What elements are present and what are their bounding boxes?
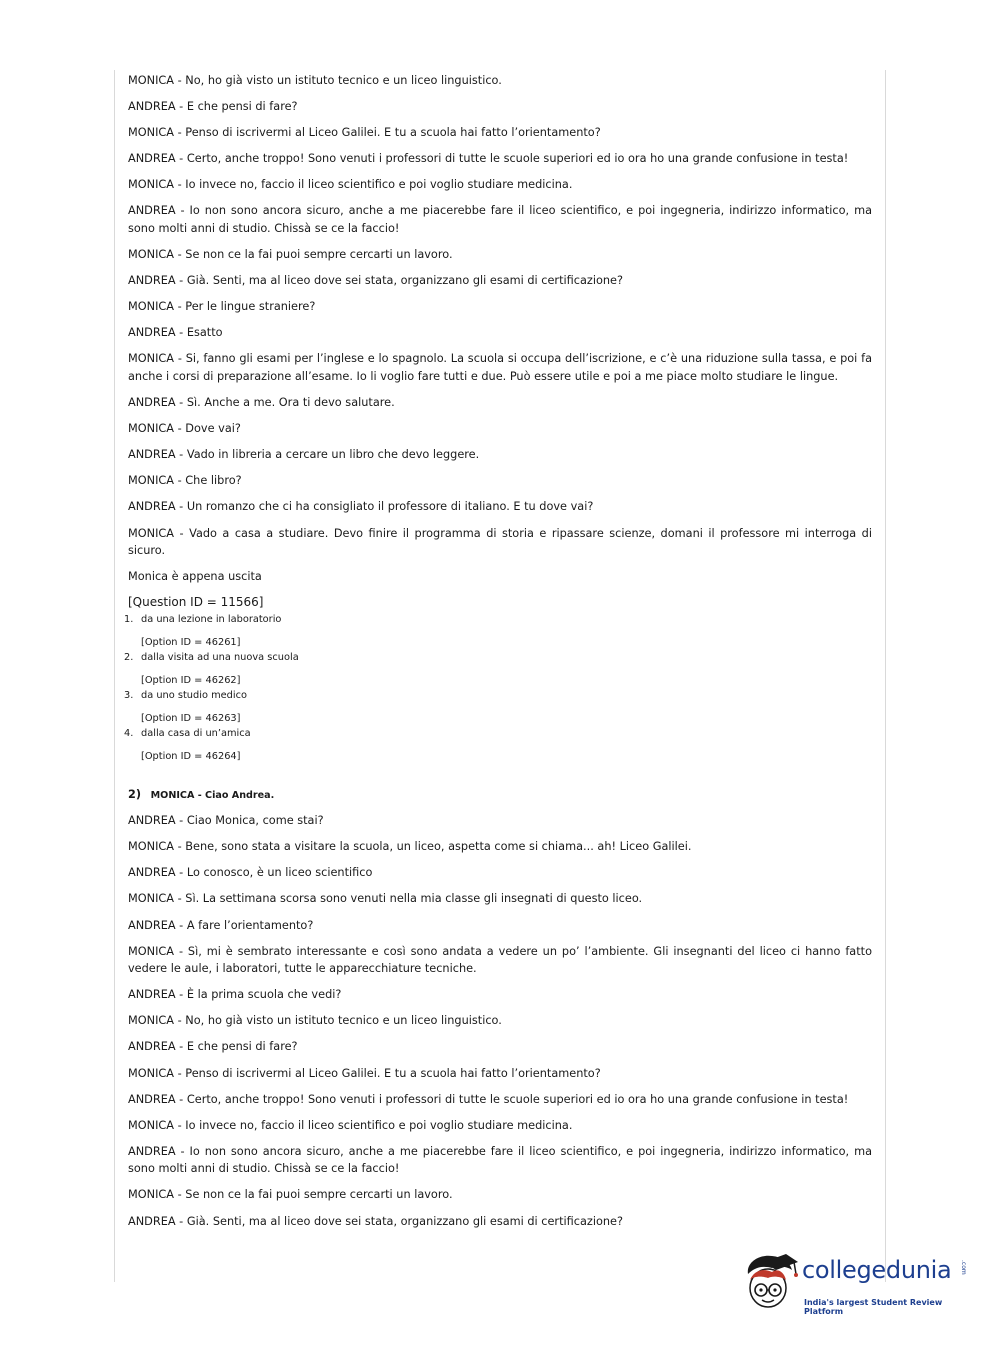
dialogue-line: MONICA - No, ho già visto un istituto tecnico e un liceo linguistico. bbox=[128, 1014, 502, 1028]
dialogue-line: MONICA - Si, fanno gli esami per l’inglese e lo spagnolo. La scuola si occupa dell’iscrizione, e c’è una riduzione sulla tassa, e poi fa anche i corsi di preparazione all’esame. Io li voglio fare tutti e due. Può essere utile e poi a me piace molto studiare le lingue. bbox=[128, 352, 872, 383]
dialogue-line: ANDREA - A fare l’orientamento? bbox=[128, 918, 314, 932]
dialogue-line: ANDREA - Io non sono ancora sicuro, anche a me piacerebbe fare il liceo scientifico, e poi ingegneria, indirizzo informatico, ma sono molti anni di studio. Chissà se ce la faccio! bbox=[128, 204, 872, 235]
option-text: da uno studio medico bbox=[141, 689, 247, 701]
option-number: 1. bbox=[124, 613, 134, 625]
option-item bbox=[124, 613, 872, 627]
dialogue-top bbox=[128, 72, 872, 586]
dialogue-line: MONICA - Io invece no, faccio il liceo scientifico e poi voglio studiare medicina. bbox=[128, 1118, 573, 1132]
dialogue-line: MONICA - Vado a casa a studiare. Devo finire il programma di storia e ripassare scienze, domani il professore mi interroga di sicuro. bbox=[128, 526, 872, 557]
dialogue-line: MONICA - Che libro? bbox=[128, 474, 242, 488]
dialogue-line: MONICA - No, ho già visto un istituto tecnico e un liceo linguistico. bbox=[128, 74, 502, 87]
option-id: [Option ID = 46262] bbox=[141, 674, 241, 686]
dialogue-line: MONICA - Sì. La settimana scorsa sono venuti nella mia classe gli insegnati di questo liceo. bbox=[128, 892, 643, 906]
dialogue-bottom bbox=[128, 812, 872, 1230]
dialogue-line: MONICA - Penso di iscrivermi al Liceo Galilei. E tu a scuola hai fatto l’orientamento? bbox=[128, 126, 601, 140]
option-number: 3. bbox=[124, 689, 134, 701]
question-id: [Question ID = 11566] bbox=[128, 595, 264, 610]
collegedunia-logo bbox=[742, 1250, 972, 1320]
option-item bbox=[124, 689, 872, 703]
option-id: [Option ID = 46261] bbox=[141, 636, 241, 648]
dialogue-line: ANDREA - Già. Senti, ma al liceo dove sei stata, organizzano gli esami di certificazione? bbox=[128, 1214, 623, 1228]
dialogue-line: MONICA - Penso di iscrivermi al Liceo Galilei. E tu a scuola hai fatto l’orientamento? bbox=[128, 1066, 601, 1080]
option-id: [Option ID = 46264] bbox=[141, 750, 241, 762]
dialogue-line: MONICA - Dove vai? bbox=[128, 422, 241, 436]
option-item bbox=[124, 651, 872, 665]
dialogue-line: ANDREA - Un romanzo che ci ha consigliato il professore di italiano. E tu dove vai? bbox=[128, 500, 594, 514]
logo-tagline: India's largest Student Review Platform bbox=[804, 1298, 943, 1316]
dialogue-line: ANDREA - Ciao Monica, come stai? bbox=[128, 814, 324, 828]
question-title: MONICA - Ciao Andrea. bbox=[150, 789, 275, 801]
option-number: 2. bbox=[124, 651, 134, 663]
student-mascot-icon bbox=[742, 1252, 800, 1312]
dialogue-line: MONICA - Sì, mi è sembrato interessante e così sono andata a vedere un po’ l’ambiente. Gli insegnanti del liceo ci hanno fatto vedere le aule, i laboratori, tutte le apparecchiature tecniche. bbox=[128, 944, 872, 976]
dialogue-line: ANDREA - Certo, anche troppo! Sono venuti i professori di tutte le scuole superiori ed io ora ho una grande confusione in testa! bbox=[128, 1092, 849, 1106]
document-content bbox=[124, 72, 872, 1239]
question-2-heading bbox=[128, 786, 872, 805]
dialogue-line: ANDREA - Già. Senti, ma al liceo dove sei stata, organizzano gli esami di certificazione? bbox=[128, 274, 623, 288]
dialogue-line: MONICA - Se non ce la fai puoi sempre cercarti un lavoro. bbox=[128, 248, 453, 262]
dialogue-line: ANDREA - Vado in libreria a cercare un libro che devo leggere. bbox=[128, 448, 480, 462]
dialogue-line: ANDREA - Io non sono ancora sicuro, anche a me piacerebbe fare il liceo scientifico, e poi ingegneria, indirizzo informatico, ma sono molti anni di studio. Chissà se ce la faccio! bbox=[128, 1144, 872, 1176]
logo-wordmark: collegedunia bbox=[802, 1256, 952, 1284]
dialogue-line: ANDREA - Certo, anche troppo! Sono venuti i professori di tutte le scuole superiori ed io ora ho una grande confusione in testa! bbox=[128, 152, 849, 166]
dialogue-line: MONICA - Se non ce la fai puoi sempre cercarti un lavoro. bbox=[128, 1188, 453, 1202]
options-list bbox=[124, 613, 872, 764]
dialogue-line: ANDREA - E che pensi di fare? bbox=[128, 100, 298, 114]
option-id: [Option ID = 46263] bbox=[141, 712, 241, 724]
dialogue-line: ANDREA - Esatto bbox=[128, 326, 223, 340]
question-number: 2) bbox=[128, 787, 142, 801]
option-number: 4. bbox=[124, 727, 134, 739]
option-item bbox=[124, 727, 872, 741]
option-text: dalla casa di un’amica bbox=[141, 727, 251, 739]
option-text: da una lezione in laboratorio bbox=[141, 613, 282, 625]
logo-suffix: .com bbox=[960, 1260, 967, 1275]
dialogue-line: ANDREA - Lo conosco, è un liceo scientifico bbox=[128, 866, 373, 880]
dialogue-line: ANDREA - È la prima scuola che vedi? bbox=[128, 988, 342, 1002]
dialogue-line: ANDREA - Sì. Anche a me. Ora ti devo salutare. bbox=[128, 396, 395, 410]
dialogue-line: ANDREA - E che pensi di fare? bbox=[128, 1040, 298, 1054]
question-stem: Monica è appena uscita bbox=[128, 570, 262, 584]
dialogue-line: MONICA - Bene, sono stata a visitare la scuola, un liceo, aspetta come si chiama... ah! Liceo Galilei. bbox=[128, 840, 692, 854]
option-text: dalla visita ad una nuova scuola bbox=[141, 651, 299, 663]
dialogue-line: MONICA - Per le lingue straniere? bbox=[128, 300, 316, 314]
dialogue-line: MONICA - Io invece no, faccio il liceo scientifico e poi voglio studiare medicina. bbox=[128, 178, 573, 192]
